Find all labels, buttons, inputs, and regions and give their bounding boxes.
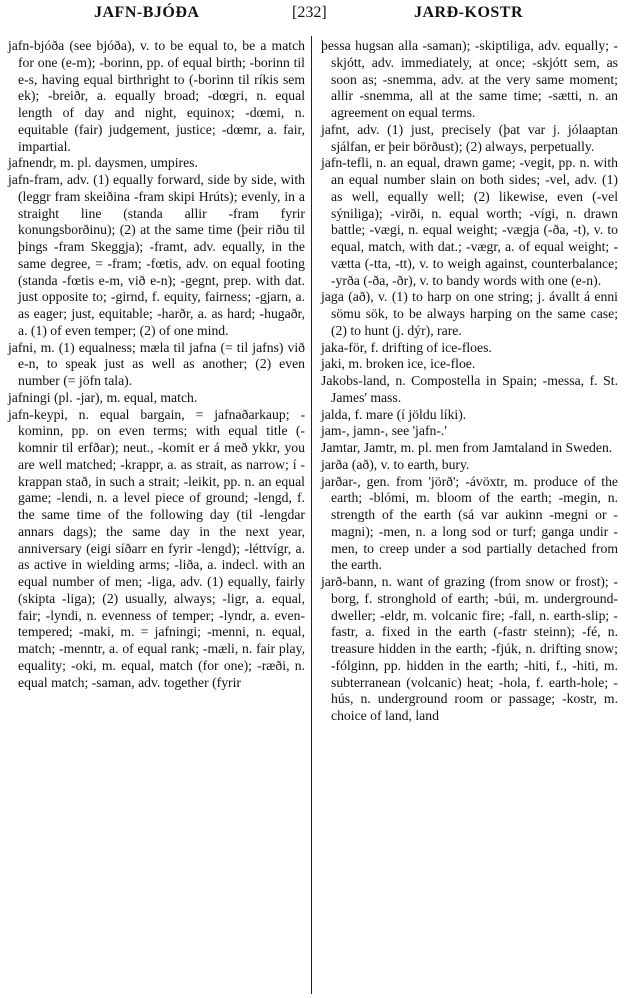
dictionary-entry: jalda, f. mare (í jöldu líki).: [321, 406, 467, 422]
dictionary-entry: Jakobs-land, n. Compostella in Spain; -messa, f. St. James' mass.: [321, 373, 618, 405]
header-first-headword: JAFN-BJÓÐA: [94, 4, 200, 21]
page-number: [232]: [292, 4, 327, 21]
dictionary-entry: jaga (að), v. (1) to harp on one string; j. ávallt á enni sömu sök, to be always harping on the same case; (2) to hunt (j. dýr), rare.: [321, 289, 618, 338]
dictionary-entry: jam-, jamn-, see 'jafn-.': [321, 423, 447, 439]
dictionary-entry: jafnt, adv. (1) just, precisely (þat var j. jólaaptan sjálfan, er þeir börðust); (2) always, perpetually.: [321, 121, 618, 154]
dictionary-entry: jarða (að), v. to earth, bury.: [321, 456, 470, 472]
dictionary-entry: jafn-fram, adv. (1) equally forward, side by side, with (leggr fram skeiðina -fram skipi Hrúts); evenly, in a straight line (standa allir -fram fyrir konungsborðinu); (2) at the same time (þeir riðu til þings -fram Skeggja); -framt, adv. equally, in the same degree, = -fram; -fœtis, adv. on equal footing (standa -fœtis e-m, við e-n); -gegnt, prep. with dat. just opposite to; -girnd, f. equity, fairness; -gjarn, a. as eager; just, equitable; -harðr, a. as hard; -hugaðr, a. (1) of even temper; (2) of one mind.: [8, 172, 305, 338]
dictionary-entry: jafni, m. (1) equalness; mæla til jafna (= til jafns) við e-n, to speak just as well as another; (2) even number (= jöfn tala).: [8, 339, 305, 388]
left-column: [6, 38, 305, 996]
dictionary-entry: jaki, m. broken ice, ice-floe.: [321, 356, 476, 372]
right-column: [319, 38, 618, 996]
dictionary-entry: jafningi (pl. -jar), m. equal, match.: [8, 389, 198, 405]
dictionary-entry: jafnendr, m. pl. daysmen, umpires.: [8, 155, 198, 171]
dictionary-entry: jarðar-, gen. from 'jörð'; -ávöxtr, m. produce of the earth; -blómi, m. bloom of the earth; -megin, n. strength of the earth (sá var aukinn -megni or -magni); -men, n. a long sod or turf; ganga undir -men, to creep under a sod partially detached from the earth.: [321, 473, 618, 573]
dictionary-entry: jafn-keypi, n. equal bargain, = jafnaðarkaup; -kominn, pp. on even terms; with equal title (-komnir til erfðar); neut., -komit er á með ykkr, you are well matched; -krappr, a. as strait, as narrow; í -krappan stað, in such a strait; -leikit, pp. n. an equal game; -lendi, n. a level piece of ground; -lengd, f. the same time of the following day (til -lengdar annars dags); the same day in the next year, anniversary (eigi síðarr en fyrir -lengd); -léttvígr, a. as active in wielding arms; -liða, a. indecl. with an equal number of men; -liga, adv. (1) equally, fairly (skipta -liga); (2) usually, always; -ligr, a. equal, fair; -lyndi, n. evenness of temper; -lyndr, a. even-tempered; -maki, m. = jafningi; -menni, n. equal, match; -menntr, a. of equal rank; -mæli, n. fair play, equality; -oki, m. equal, match (for one); -ræði, n. equal match; -saman, adv. together (fyrir: [8, 406, 305, 690]
column-divider: [311, 36, 312, 994]
page-header: [14, 4, 614, 30]
dictionary-entry: Jamtar, Jamtr, m. pl. men from Jamtaland in Sweden.: [321, 440, 613, 455]
dictionary-entry: jaka-för, f. drifting of ice-floes.: [321, 339, 492, 355]
dictionary-entry: þessa hugsan alla -saman); -skiptiliga, adv. equally; -skjótt, adv. immediately, at once; -skjótt sem, as soon as; -snemma, adv. at the very same moment; allir -snemma, all at the same time; -sætti, n. an agreement on equal terms.: [321, 38, 618, 120]
dictionary-entry: jarð-bann, n. want of grazing (from snow or frost); -borg, f. stronghold of earth; -búi, m. underground-dweller; -eldr, m. volcanic fire; -fall, n. earth-slip; -fastr, a. fixed in the earth (-fastr steinn); -fé, n. treasure hidden in the earth; -fjúk, n. drifting snow; -fólginn, pp. hidden in the earth; -hiti, f., -hiti, m. subterranean (volcanic) heat; -hola, f. earth-hole; -hús, n. underground room or passage; -kostr, m. choice of land, land: [321, 574, 618, 723]
dictionary-entry: jafn-tefli, n. an equal, drawn game; -vegit, pp. n. with an equal number slain on both sides; -vel, adv. (1) as well, equally well; (2) likewise, even (-vel sýniliga); -virði, n. equal worth; -vígi, n. drawn battle; -vægi, n. equal weight; -vægja (-ða, -t), v. to equal, match, with dat.; -vægr, a. of equal weight; -vætta (-tta, -tt), v. to weigh against, counterbalance; -yrða (-ða, -ðr), v. to bandy words with one (e-n).: [321, 155, 618, 288]
header-last-headword: JARÐ-KOSTR: [414, 4, 524, 21]
dictionary-entry: jafn-bjóða (see bjóða), v. to be equal to, be a match for one (e-m); -borinn, pp. of equal birth; -borinn til e-s, having equal birthright to (-borinn til ríkis sem ek); -breiðr, a. equally broad; -dœgri, n. equal length of day and night, equinox; -dœmi, n. equitable (fair) judgement, justice; -dœmr, a. fair, impartial.: [8, 38, 305, 154]
